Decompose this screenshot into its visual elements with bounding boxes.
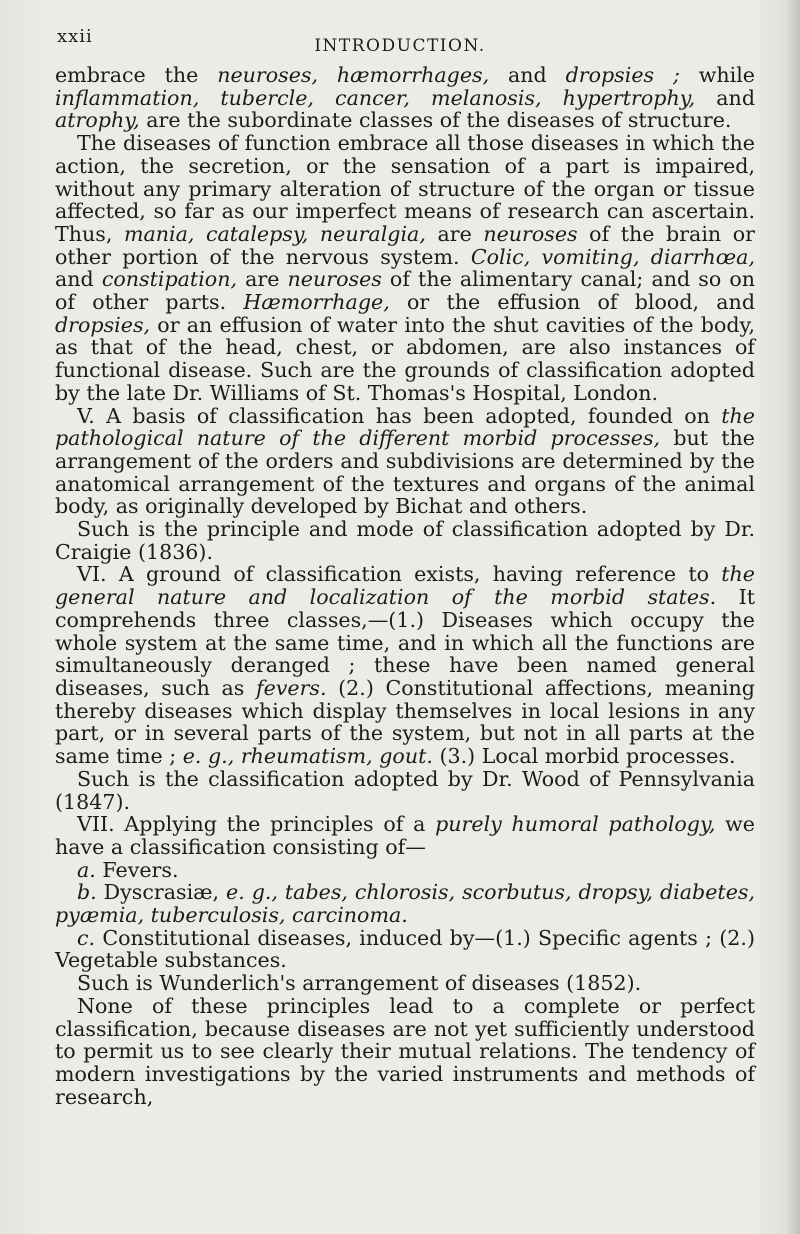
list-item-c: c. Constitutional diseases, induced by—(1.) Specific agents ; (2.) Vegetable substances. (55, 925, 755, 973)
page-number: xxii (57, 26, 93, 47)
paragraph-craigie: Such is the principle and mode of classification adopted by Dr. Craigie (1836). (55, 517, 755, 564)
paragraph-section-vii: VII. Applying the principles of a purely humoral pathology, we have a classification consisting of— (55, 812, 755, 859)
running-head-title: INTRODUCTION. (314, 36, 486, 56)
paragraph-section-v: V. A basis of classification has been adopted, founded on the pathological nature of the different morbid processes, but the arrangement of the orders and subdivisions are determined by the anatomical arrangement of the textures and organs of the animal body, as originally developed by Bichat and others. (55, 403, 755, 519)
paragraph-section-vi: VI. A ground of classification exists, having reference to the general nature and localization of the morbid states. It comprehends three classes,—(1.) Diseases which occupy the whole system at the same time, and in which all the functions are simultaneously deranged ; these have been named general diseases, such as fevers. (2.) Constitutional affections, meaning thereby diseases which display themselves in local lesions in any part, or in several parts of the system, but not in all parts at the same time ; e. g., rheumatism, gout. (3.) Local morbid processes. (55, 562, 755, 769)
paragraph-diseases-of-function: The diseases of function embrace all those diseases in which the action, the secretion, or the sensation of a part is impaired, without any primary alteration of structure of the organ or tissue affected, so far as our imperfect means of research can ascertain. Thus, mania, catalepsy, neuralgia, are neuroses of the brain or other portion of the nervous system. Colic, vomiting, diarrhœa, and constipation, are neuroses of the alimentary canal; and so on of other parts. Hæmorrhage, or the effusion of blood, and dropsies, or an effusion of water into the shut cavities of the body, as that of the head, chest, or abdomen, are also instances of functional disease. Such are the grounds of classification adopted by the late Dr. Williams of St. Thomas's Hospital, London. (55, 131, 756, 405)
list-item-b: b. Dyscrasiæ, e. g., tabes, chlorosis, scorbutus, dropsy, diabetes, pyæmia, tuberculosis, carcinoma. (55, 880, 755, 928)
paragraph-conclusion: None of these principles lead to a complete or perfect classification, because diseases are not yet sufficiently understood to permit us to see clearly their mutual relations. The tendency of modern investigations by the varied instruments and methods of research, (55, 993, 755, 1109)
paragraph-wood: Such is the classification adopted by Dr. Wood of Pennsylvania (1847). (55, 766, 755, 814)
paragraph-structure-classes: embrace the neuroses, hæmorrhages, and dropsies ; while inflammation, tubercle, cancer, melanosis, hypertrophy, and atrophy, are the subordinate classes of the diseases of structure. (55, 63, 755, 133)
list-item-a: a. Fevers. (77, 857, 179, 882)
paragraph-wunderlich: Such is Wunderlich's arrangement of diseases (1852). (77, 971, 642, 996)
page-edge-shadow (786, 0, 800, 1234)
running-head (0, 26, 800, 56)
body-text (55, 64, 755, 1108)
